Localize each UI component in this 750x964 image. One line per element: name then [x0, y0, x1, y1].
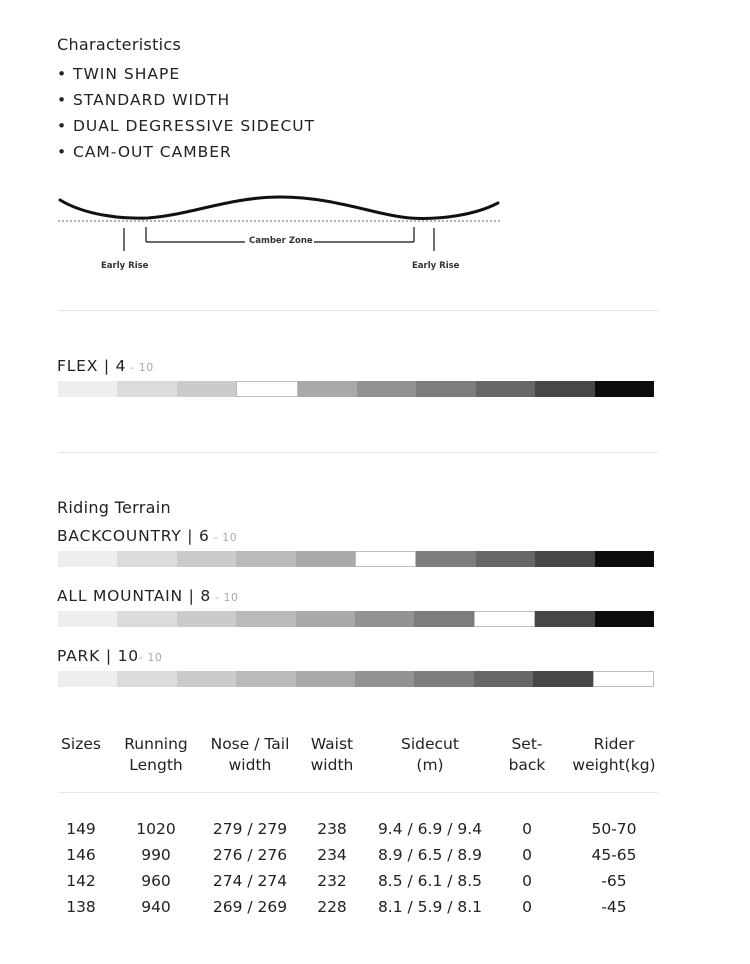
characteristics-list	[57, 61, 315, 165]
list-item: • TWIN SHAPE	[57, 65, 181, 83]
scale-segment	[355, 671, 414, 687]
scale-segment	[595, 611, 654, 627]
scale-segment	[296, 611, 355, 627]
riding-terrain-title: Riding Terrain	[57, 498, 171, 517]
scale-segment	[414, 671, 473, 687]
scale-segment	[58, 611, 117, 627]
table-header-cell: Set- back	[508, 735, 546, 774]
table-cell: 50-70	[591, 820, 637, 838]
table-cell: 142	[66, 872, 96, 890]
table-cell: 0	[522, 846, 532, 864]
scale-segment	[414, 611, 473, 627]
scale-segment	[58, 671, 117, 687]
list-item: • CAM-OUT CAMBER	[57, 143, 232, 161]
scale-segment	[595, 381, 654, 397]
scale-segment	[355, 611, 414, 627]
table-cell: 234	[317, 846, 347, 864]
scale-segment	[177, 671, 236, 687]
scale-segment	[416, 551, 475, 567]
scale-segment	[298, 381, 357, 397]
table-cell: 8.5 / 6.1 / 8.5	[377, 872, 483, 890]
table-header-cell: Nose / Tail width	[210, 735, 290, 774]
table-cell: 276 / 276	[212, 846, 288, 864]
table-cell: 0	[522, 872, 532, 890]
table-cell: 9.4 / 6.9 / 9.4	[377, 820, 483, 838]
table-cell: 0	[522, 820, 532, 838]
scale-segment	[236, 381, 297, 397]
table-header-row	[50, 734, 670, 792]
backcountry-scale	[58, 551, 654, 567]
scale-segment	[533, 671, 592, 687]
table-cell: 232	[317, 872, 347, 890]
all-mountain-label: ALL MOUNTAIN | 8 - 10	[57, 587, 239, 605]
scale-segment	[236, 671, 295, 687]
scale-segment	[416, 381, 475, 397]
table-header-cell: Sidecut (m)	[401, 735, 459, 774]
table-cell: 149	[66, 820, 96, 838]
scale-segment	[474, 611, 535, 627]
table-cell: 45-65	[591, 846, 637, 864]
table-cell: 8.9 / 6.5 / 8.9	[377, 846, 483, 864]
table-cell: 8.1 / 5.9 / 8.1	[377, 898, 483, 916]
table-header-cell: Rider weight(kg)	[572, 735, 656, 774]
divider	[58, 310, 658, 311]
scale-segment	[58, 551, 117, 567]
table-cell: 1020	[136, 820, 176, 838]
backcountry-label: BACKCOUNTRY | 6 - 10	[57, 527, 238, 545]
scale-segment	[595, 551, 654, 567]
table-cell: 269 / 269	[212, 898, 288, 916]
table-cell: -45	[601, 898, 627, 916]
scale-segment	[117, 671, 176, 687]
table-cell: 960	[141, 872, 171, 890]
early-rise-right-label: Early Rise	[412, 261, 460, 271]
table-cell: 940	[141, 898, 171, 916]
scale-segment	[177, 611, 236, 627]
flex-scale	[58, 381, 654, 397]
table-header-cell: Sizes	[61, 735, 101, 753]
scale-segment	[535, 381, 594, 397]
table-cell: 274 / 274	[212, 872, 288, 890]
table-row	[50, 842, 670, 868]
camber-zone-label: Camber Zone	[249, 236, 313, 246]
list-item: • DUAL DEGRESSIVE SIDECUT	[57, 117, 316, 135]
scale-segment	[535, 611, 594, 627]
characteristics-title: Characteristics	[57, 35, 182, 54]
specs-table	[50, 734, 670, 920]
park-scale	[58, 671, 654, 687]
scale-segment	[117, 611, 176, 627]
board-profile	[60, 197, 498, 218]
divider	[58, 452, 658, 453]
scale-segment	[593, 671, 654, 687]
park-label: PARK | 10- 10	[57, 647, 163, 665]
scale-segment	[296, 671, 355, 687]
scale-segment	[476, 551, 535, 567]
table-cell: -65	[601, 872, 627, 890]
all-mountain-scale	[58, 611, 654, 627]
scale-segment	[476, 381, 535, 397]
flex-label: FLEX | 4 - 10	[57, 357, 154, 375]
table-cell: 238	[317, 820, 347, 838]
scale-segment	[296, 551, 355, 567]
early-rise-left-label: Early Rise	[101, 261, 149, 271]
scale-segment	[177, 381, 236, 397]
table-divider	[58, 792, 658, 793]
scale-segment	[58, 381, 117, 397]
scale-segment	[117, 381, 176, 397]
table-cell: 279 / 279	[212, 820, 288, 838]
scale-segment	[177, 551, 236, 567]
table-cell: 0	[522, 898, 532, 916]
scale-segment	[535, 551, 594, 567]
scale-segment	[117, 551, 176, 567]
table-header-cell: Waist width	[310, 735, 354, 774]
table-header-cell: Running Length	[124, 735, 188, 774]
list-item: • STANDARD WIDTH	[57, 91, 231, 109]
table-row	[50, 894, 670, 920]
scale-segment	[236, 611, 295, 627]
table-cell: 146	[66, 846, 96, 864]
scale-segment	[357, 381, 416, 397]
table-cell: 228	[317, 898, 347, 916]
table-row	[50, 816, 670, 842]
table-cell: 138	[66, 898, 96, 916]
scale-segment	[474, 671, 533, 687]
scale-segment	[355, 551, 416, 567]
scale-segment	[236, 551, 295, 567]
table-row	[50, 868, 670, 894]
table-cell: 990	[141, 846, 171, 864]
